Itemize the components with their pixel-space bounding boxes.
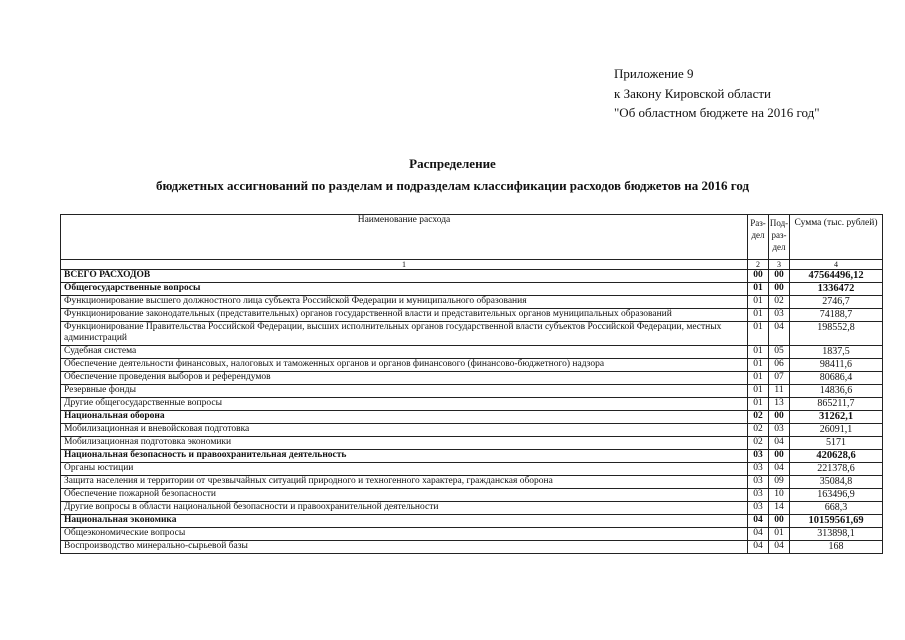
table-row [61,476,883,489]
table-row [61,489,883,502]
table-row [61,450,883,463]
table-row [61,385,883,398]
row-razdel: 03 [748,489,769,502]
column-number-4: 4 [790,260,883,270]
row-podrazdel: 06 [769,359,790,372]
document-title: Распределение [409,156,496,171]
table-row [61,398,883,411]
row-podrazdel: 07 [769,372,790,385]
table-row [61,322,883,346]
row-razdel: 04 [748,541,769,554]
row-podrazdel: 04 [769,463,790,476]
row-razdel: 04 [748,528,769,541]
header-podrazdel: Под-раз-дел [769,215,790,260]
table-row [61,528,883,541]
row-podrazdel: 05 [769,346,790,359]
row-amount: 14836,6 [790,385,883,398]
row-razdel: 01 [748,359,769,372]
row-amount: 1336472 [790,283,883,296]
document-subtitle: бюджетных ассигнований по разделам и подразделам классификации расходов бюджетов на 2016 год [155,178,750,193]
row-podrazdel: 00 [769,450,790,463]
appendix-line-2: к Закону Кировской области [614,85,771,101]
row-amount: 221378,6 [790,463,883,476]
table-header-row [61,215,883,260]
row-amount: 5171 [790,437,883,450]
table-row [61,424,883,437]
row-razdel: 04 [748,515,769,528]
row-name: Функционирование высшего должностного лица субъекта Российской Федерации и муниципального образования [61,296,748,309]
row-name: Национальная экономика [61,515,748,528]
row-amount: 2746,7 [790,296,883,309]
table-row [61,309,883,322]
row-amount: 163496,9 [790,489,883,502]
row-amount: 1837,5 [790,346,883,359]
column-number-row [61,260,883,270]
row-razdel: 03 [748,450,769,463]
row-name: ВСЕГО РАСХОДОВ [61,270,748,283]
row-razdel: 01 [748,346,769,359]
appendix-line-3: "Об областном бюджете на 2016 год" [614,105,820,120]
column-number-3: 3 [769,260,790,270]
row-amount: 313898,1 [790,528,883,541]
row-amount: 26091,1 [790,424,883,437]
row-podrazdel: 13 [769,398,790,411]
row-name: Национальная безопасность и правоохранительная деятельность [61,450,748,463]
row-amount: 198552,8 [790,322,883,346]
row-podrazdel: 00 [769,411,790,424]
row-name: Общеэкономические вопросы [61,528,748,541]
row-podrazdel: 14 [769,502,790,515]
header-name: Наименование расхода [61,215,748,260]
row-razdel: 01 [748,372,769,385]
row-amount: 420628,6 [790,450,883,463]
row-amount: 10159561,69 [790,515,883,528]
row-name: Функционирование Правительства Российской Федерации, высших исполнительных органов государственной власти субъектов Российской Федерации, местных администраций [61,322,748,346]
row-podrazdel: 00 [769,515,790,528]
row-amount: 80686,4 [790,372,883,385]
table-row [61,359,883,372]
row-amount: 668,3 [790,502,883,515]
row-podrazdel: 10 [769,489,790,502]
budget-table [60,214,883,554]
row-razdel: 01 [748,322,769,346]
table-row [61,515,883,528]
column-number-2: 2 [748,260,769,270]
row-podrazdel: 00 [769,270,790,283]
row-name: Функционирование законодательных (представительных) органов государственной власти и представительных органов муниципальных образований [61,309,748,322]
table-row [61,541,883,554]
row-razdel: 00 [748,270,769,283]
table-row [61,463,883,476]
header-sum: Сумма (тыс. рублей) [790,215,883,260]
row-name: Органы юстиции [61,463,748,476]
row-podrazdel: 04 [769,541,790,554]
row-razdel: 01 [748,398,769,411]
row-name: Обеспечение деятельности финансовых, налоговых и таможенных органов и органов финансового (финансово-бюджетного) надзора [61,359,748,372]
row-name: Обеспечение проведения выборов и референдумов [61,372,748,385]
row-amount: 865211,7 [790,398,883,411]
row-name: Защита населения и территории от чрезвычайных ситуаций природного и техногенного характера, гражданская оборона [61,476,748,489]
row-name: Другие вопросы в области национальной безопасности и правоохранительной деятельности [61,502,748,515]
row-podrazdel: 11 [769,385,790,398]
row-podrazdel: 03 [769,309,790,322]
row-razdel: 02 [748,411,769,424]
table-row [61,411,883,424]
header-razdel: Раз-дел [748,215,769,260]
table-row [61,437,883,450]
row-razdel: 01 [748,309,769,322]
row-name: Общегосударственные вопросы [61,283,748,296]
row-amount: 47564496,12 [790,270,883,283]
row-razdel: 03 [748,463,769,476]
row-name: Воспроизводство минерально-сырьевой базы [61,541,748,554]
row-razdel: 03 [748,476,769,489]
row-podrazdel: 04 [769,437,790,450]
table-row [61,270,883,283]
row-podrazdel: 09 [769,476,790,489]
row-podrazdel: 04 [769,322,790,346]
table-row [61,296,883,309]
row-razdel: 02 [748,424,769,437]
row-amount: 35084,8 [790,476,883,489]
row-amount: 168 [790,541,883,554]
row-podrazdel: 01 [769,528,790,541]
row-razdel: 02 [748,437,769,450]
row-name: Национальная оборона [61,411,748,424]
appendix-line-1: Приложение 9 [614,66,694,81]
table-row [61,372,883,385]
row-podrazdel: 03 [769,424,790,437]
table-row [61,346,883,359]
row-podrazdel: 02 [769,296,790,309]
row-razdel: 01 [748,385,769,398]
row-podrazdel: 00 [769,283,790,296]
table-row [61,283,883,296]
appendix-caption [614,64,820,123]
row-amount: 31262,1 [790,411,883,424]
row-name: Другие общегосударственные вопросы [61,398,748,411]
row-razdel: 01 [748,296,769,309]
row-razdel: 03 [748,502,769,515]
row-amount: 74188,7 [790,309,883,322]
row-name: Судебная система [61,346,748,359]
column-number-1: 1 [61,260,748,270]
row-name: Мобилизационная и вневойсковая подготовка [61,424,748,437]
table-row [61,502,883,515]
row-name: Обеспечение пожарной безопасности [61,489,748,502]
row-razdel: 01 [748,283,769,296]
row-name: Резервные фонды [61,385,748,398]
row-amount: 98411,6 [790,359,883,372]
row-name: Мобилизационная подготовка экономики [61,437,748,450]
